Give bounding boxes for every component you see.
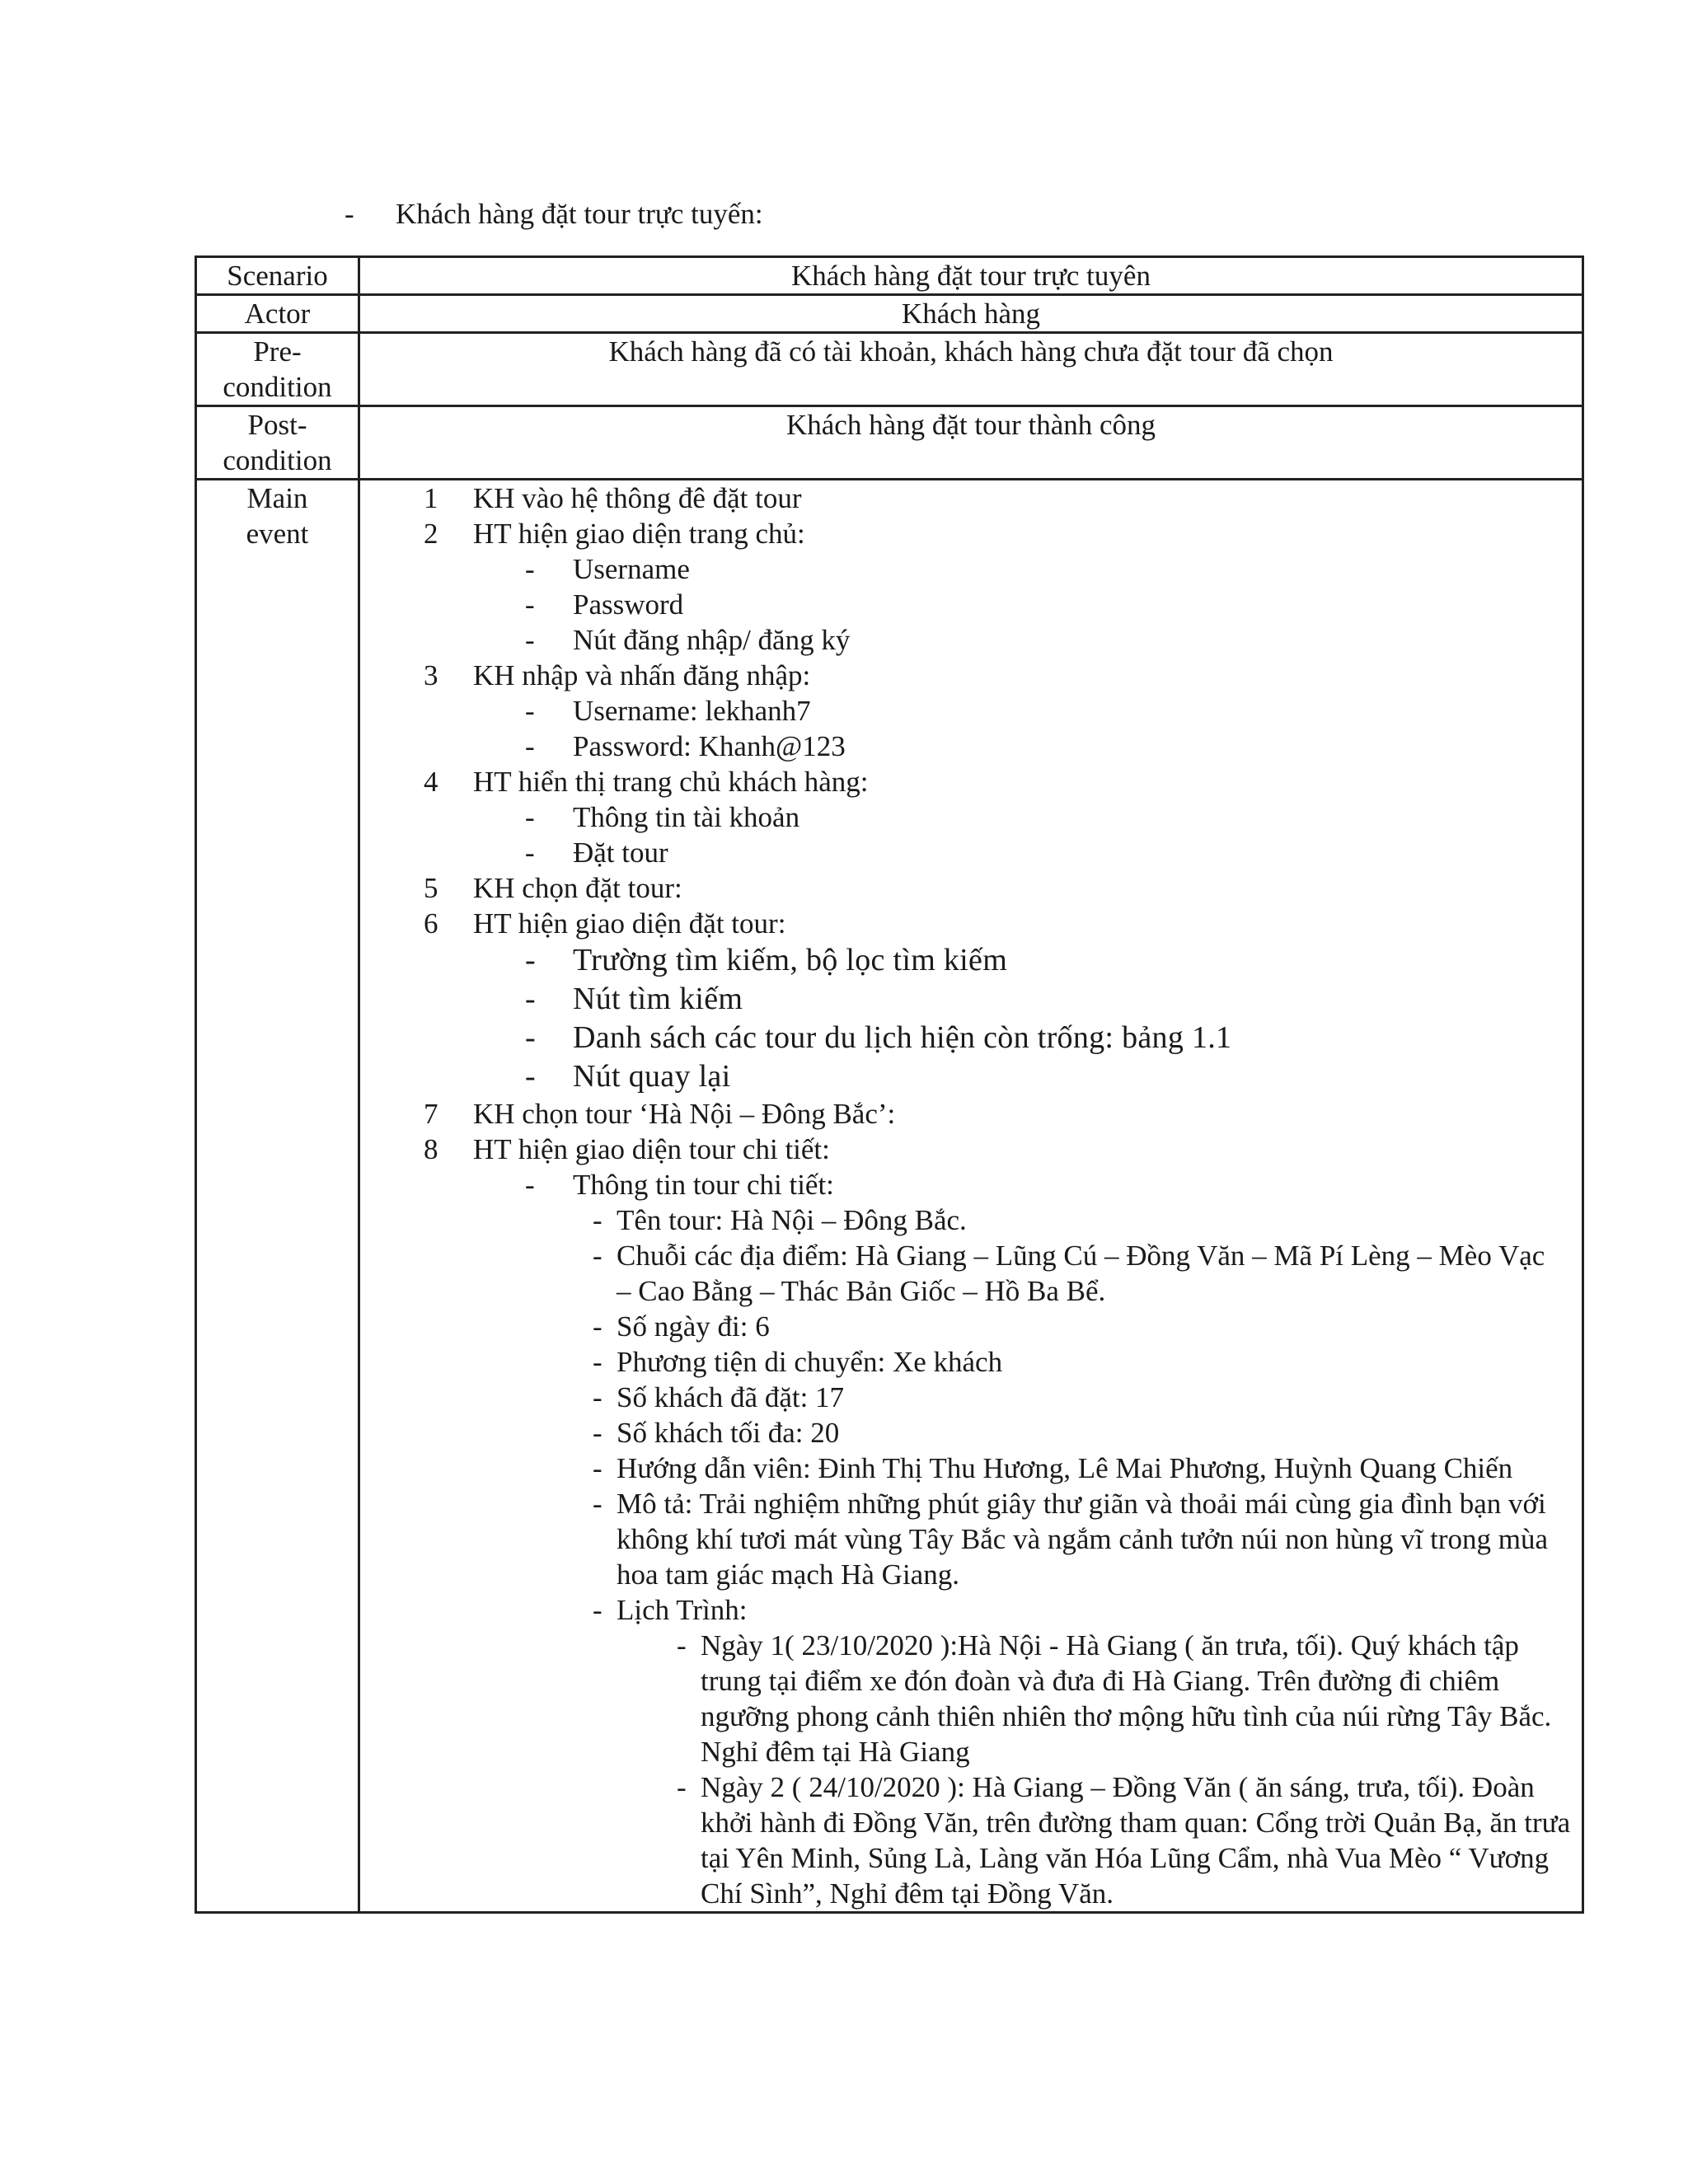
step-3-items xyxy=(360,693,1582,764)
main-event-label xyxy=(196,480,359,1913)
precondition-label-line-2: condition xyxy=(223,371,332,403)
list-item: - Trường tìm kiếm, bộ lọc tìm kiếm xyxy=(360,941,1582,980)
step-2-items xyxy=(360,551,1582,658)
postcondition-label-line-1: Post- xyxy=(247,409,307,441)
list-item: - Password: Khanh@123 xyxy=(360,729,1582,764)
intro-line xyxy=(345,196,763,232)
step-text: KH nhập và nhấn đăng nhập: xyxy=(473,659,811,691)
row-postcondition xyxy=(196,406,1583,480)
precondition-value: Khách hàng đã có tài khoản, khách hàng chưa đặt tour đã chọn xyxy=(359,333,1583,406)
step-4-items xyxy=(360,799,1582,870)
step-number: 1 xyxy=(424,482,438,514)
postcondition-label-line-2: condition xyxy=(223,444,332,476)
detail-transport: - Phương tiện di chuyển: Xe khách xyxy=(360,1344,1582,1380)
step-8 xyxy=(360,1132,1582,1167)
main-event-label-line-2: event xyxy=(246,518,309,550)
step-number: 8 xyxy=(424,1133,438,1165)
row-scenario xyxy=(196,257,1583,295)
precondition-label xyxy=(196,333,359,406)
step-number: 5 xyxy=(424,872,438,904)
actor-value: Khách hàng xyxy=(359,295,1583,333)
intro-text: Khách hàng đặt tour trực tuyến: xyxy=(396,198,763,230)
use-case-table xyxy=(195,255,1584,1914)
step-2 xyxy=(360,516,1582,551)
step-number: 3 xyxy=(424,659,438,691)
main-event-steps xyxy=(359,480,1583,1913)
detail-tour-name: - Tên tour: Hà Nội – Đông Bắc. xyxy=(360,1202,1582,1238)
step-8-items xyxy=(360,1167,1582,1202)
step-5 xyxy=(360,870,1582,906)
scenario-value: Khách hàng đặt tour trực tuyên xyxy=(359,257,1583,295)
detail-locations: - Chuỗi các địa điểm: Hà Giang – Lũng Cú – Đồng Văn – Mã Pí Lèng – Mèo Vạc – Cao Bằng – Thác Bản Giốc – Hồ Ba Bể. xyxy=(360,1238,1582,1309)
itinerary-day-1: - Ngày 1( 23/10/2020 ):Hà Nội - Hà Giang ( ăn trưa, tối). Quý khách tập trung tại điểm xe đón đoàn và đưa đi Hà Giang. Trên đường đi chiêm ngưỡng phong cảnh thiên nhiên thơ mộng hữu tình của núi rừng Tây Bắc. Nghỉ đêm tại Hà Giang xyxy=(360,1628,1582,1769)
step-4 xyxy=(360,764,1582,799)
list-item: - Nút tìm kiếm xyxy=(360,980,1582,1019)
itinerary-day-2: - Ngày 2 ( 24/10/2020 ): Hà Giang – Đồng Văn ( ăn sáng, trưa, tối). Đoàn khởi hành đi Đồng Văn, trên đường tham quan: Cổng trời Quản Bạ, ăn trưa tại Yên Minh, Sủng Là, Làng văn Hóa Lũng Cẩm, nhà Vua Mèo “ Vương Chí Sình”, Nghỉ đêm tại Đồng Văn. xyxy=(360,1769,1582,1911)
step-text: KH chọn tour ‘Hà Nội – Đông Bắc’: xyxy=(473,1098,896,1130)
row-main-event xyxy=(196,480,1583,1913)
step-text: HT hiện giao diện đặt tour: xyxy=(473,907,786,940)
list-item: - Danh sách các tour du lịch hiện còn trống: bảng 1.1 xyxy=(360,1019,1582,1057)
step-text: KH vào hệ thông đê đặt tour xyxy=(473,482,802,514)
postcondition-value: Khách hàng đặt tour thành công xyxy=(359,406,1583,480)
step-number: 6 xyxy=(424,907,438,940)
tour-details xyxy=(360,1202,1582,1628)
list-item: - Username xyxy=(360,551,1582,587)
list-item: - Thông tin tour chi tiết: xyxy=(360,1167,1582,1202)
step-7 xyxy=(360,1096,1582,1132)
row-actor xyxy=(196,295,1583,333)
detail-itinerary-heading: - Lịch Trình: xyxy=(360,1592,1582,1628)
main-event-label-line-1: Main xyxy=(246,482,308,514)
step-text: HT hiện giao diện tour chi tiết: xyxy=(473,1133,830,1165)
list-item: - Password xyxy=(360,587,1582,622)
detail-max: - Số khách tối đa: 20 xyxy=(360,1415,1582,1451)
step-number: 7 xyxy=(424,1098,438,1130)
intro-dash: - xyxy=(345,198,354,230)
step-3 xyxy=(360,658,1582,693)
step-text: KH chọn đặt tour: xyxy=(473,872,682,904)
detail-booked: - Số khách đã đặt: 17 xyxy=(360,1380,1582,1415)
detail-days: - Số ngày đi: 6 xyxy=(360,1309,1582,1344)
actor-label: Actor xyxy=(196,295,359,333)
step-6 xyxy=(360,906,1582,941)
row-precondition xyxy=(196,333,1583,406)
step-6-items xyxy=(360,941,1582,1096)
list-item: - Thông tin tài khoản xyxy=(360,799,1582,835)
scenario-label: Scenario xyxy=(196,257,359,295)
list-item: - Nút đăng nhập/ đăng ký xyxy=(360,622,1582,658)
step-1 xyxy=(360,480,1582,516)
list-item: - Username: lekhanh7 xyxy=(360,693,1582,729)
step-text: HT hiện giao diện trang chủ: xyxy=(473,518,805,550)
postcondition-label xyxy=(196,406,359,480)
itinerary-list xyxy=(360,1628,1582,1911)
list-item: - Nút quay lại xyxy=(360,1057,1582,1096)
detail-guides: - Hướng dẫn viên: Đinh Thị Thu Hương, Lê Mai Phương, Huỳnh Quang Chiến xyxy=(360,1451,1582,1486)
step-number: 2 xyxy=(424,518,438,550)
precondition-label-line-1: Pre- xyxy=(253,335,302,368)
step-text: HT hiển thị trang chủ khách hàng: xyxy=(473,766,869,798)
step-number: 4 xyxy=(424,766,438,798)
list-item: - Đặt tour xyxy=(360,835,1582,870)
detail-description: - Mô tả: Trải nghiệm những phút giây thư giãn và thoải mái cùng gia đình bạn với không khí tươi mát vùng Tây Bắc và ngắm cảnh tưởn núi non hùng vĩ trong mùa hoa tam giác mạch Hà Giang. xyxy=(360,1486,1582,1592)
